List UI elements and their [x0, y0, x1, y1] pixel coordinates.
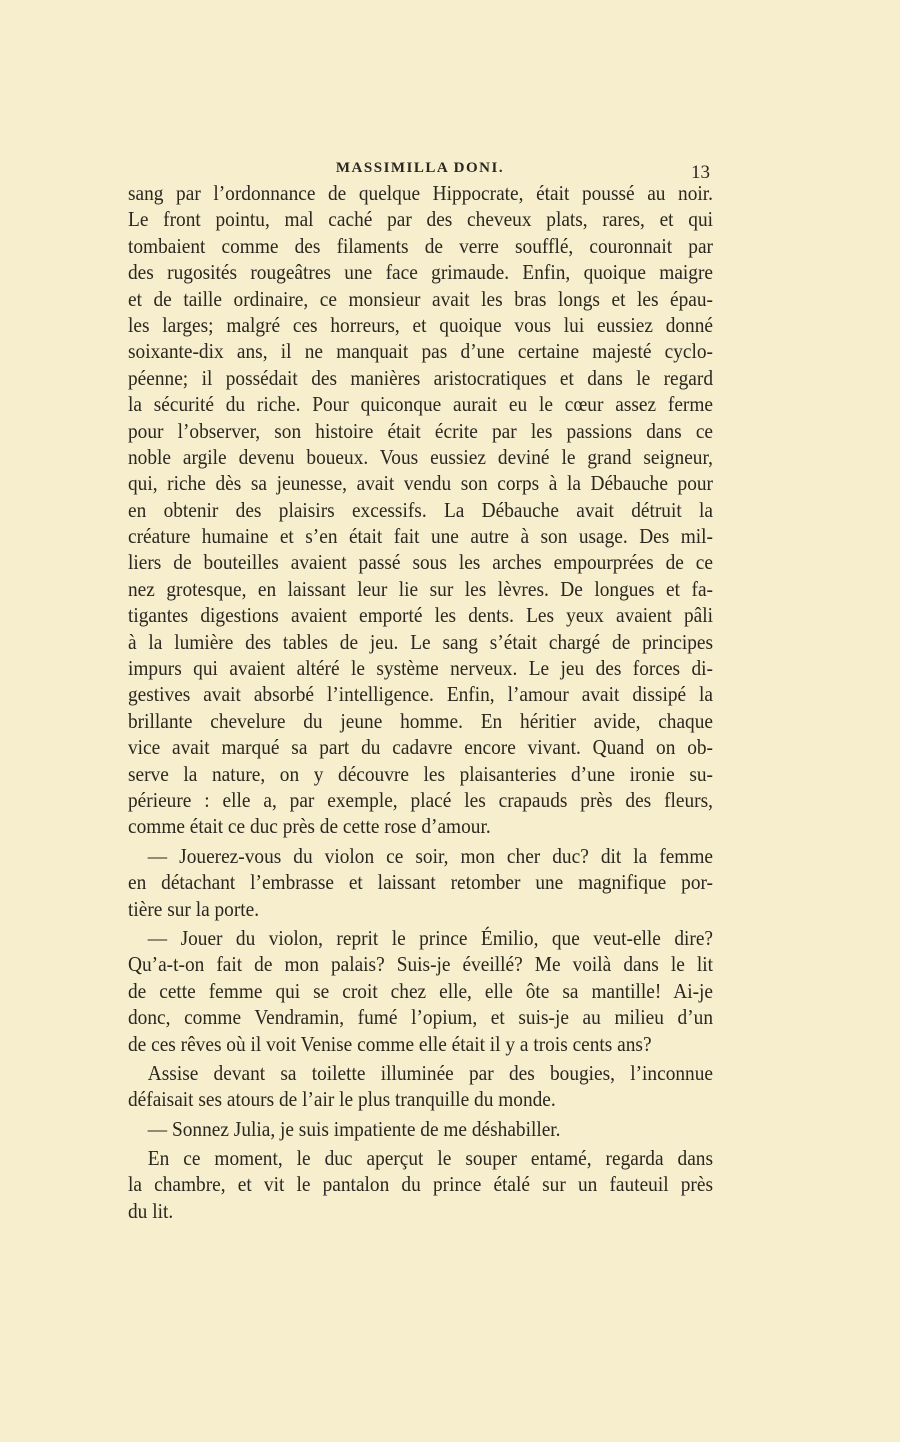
text-line: créature humaine et s’en était fait une autre à son usage. Des mil- [128, 524, 713, 549]
text-line: impurs qui avaient altéré le système nerveux. Le jeu des forces di- [128, 656, 713, 681]
text-line: périeure : elle a, par exemple, placé les crapauds près des fleurs, [128, 787, 713, 812]
text-line: gestives avait absorbé l’intelligence. Enfin, l’amour avait dissipé la [128, 682, 713, 707]
text-line: la chambre, et vit le pantalon du prince étalé sur un fauteuil près [128, 1172, 713, 1197]
text-line: donc, comme Vendramin, fumé l’opium, et suis-je au milieu d’un [128, 1005, 713, 1030]
text-line: brillante chevelure du jeune homme. En héritier avide, chaque [128, 708, 713, 733]
text-line: du lit. [128, 1198, 174, 1223]
text-line: En ce moment, le duc aperçut le souper entamé, regarda dans [147, 1146, 714, 1171]
paragraph [128, 1116, 713, 1142]
text-line: à la lumière des tables de jeu. Le sang s’était chargé de principes [128, 629, 713, 654]
running-title: MASSIMILLA DONI. [335, 160, 505, 176]
text-line: liers de bouteilles avaient passé sous les arches empourprées de ce [128, 550, 713, 575]
text-line: des rugosités rougeâtres une face grimaude. Enfin, quoique maigre [128, 260, 713, 285]
text-line: nez grotesque, en laissant leur lie sur les lèvres. De longues et fa- [128, 576, 713, 601]
text-line: la sécurité du riche. Pour quiconque aurait eu le cœur assez ferme [128, 392, 713, 417]
text-line: de cette femme qui se croit chez elle, elle ôte sa mantille! Ai-je [128, 978, 713, 1003]
paragraph [128, 925, 713, 1057]
body-text [128, 180, 713, 1227]
text-line: et de taille ordinaire, ce monsieur avait les bras longs et les épau- [128, 286, 713, 311]
text-line: défaisait ses atours de l’air le plus tranquille du monde. [128, 1087, 556, 1112]
text-line: Assise devant sa toilette illuminée par des bougies, l’inconnue [147, 1060, 714, 1085]
text-line: Le front pointu, mal caché par des cheveux plats, rares, et qui [128, 207, 713, 232]
text-line: tigantes digestions avaient emporté les dents. Les yeux avaient pâli [128, 603, 713, 628]
paragraph [128, 843, 713, 922]
page-number: 13 [691, 162, 710, 183]
text-line: de ces rêves où il voit Venise comme elle était il y a trois cents ans? [128, 1031, 652, 1056]
text-line: tière sur la porte. [128, 896, 260, 921]
text-line: pour l’observer, son histoire était écrite par les passions dans ce [128, 418, 713, 443]
text-line: qui, riche dès sa jeunesse, avait vendu son corps à la Débauche pour [128, 471, 713, 496]
paragraph [128, 180, 713, 840]
text-line: tombaient comme des filaments de verre soufflé, couronnait par [128, 233, 713, 258]
text-line: en obtenir des plaisirs excessifs. La Débauche avait détruit la [128, 497, 713, 522]
text-line: noble argile devenu boueux. Vous eussiez deviné le grand seigneur, [128, 444, 713, 469]
text-line: Qu’a-t-on fait de mon palais? Suis-je éveillé? Me voilà dans le lit [128, 952, 713, 977]
text-line: en détachant l’embrasse et laissant retomber une magnifique por- [128, 870, 713, 895]
text-line: serve la nature, on y découvre les plaisanteries d’une ironie su- [128, 761, 713, 786]
paragraph-gap [128, 1224, 713, 1227]
paragraph [128, 1145, 713, 1224]
text-line: comme était ce duc près de cette rose d’amour. [128, 814, 491, 839]
text-line: — Sonnez Julia, je suis impatiente de me déshabiller. [147, 1116, 561, 1141]
text-line: — Jouerez-vous du violon ce soir, mon cher duc? dit la femme [147, 843, 714, 868]
paragraph [128, 1060, 713, 1113]
text-line: sang par l’ordonnance de quelque Hippocrate, était poussé au noir. [128, 181, 713, 205]
running-head [128, 158, 712, 182]
text-line: les larges; malgré ces horreurs, et quoique vous lui eussiez donné [128, 312, 713, 337]
text-line: soixante-dix ans, il ne manquait pas d’une certaine majesté cyclo- [128, 339, 713, 364]
text-line: — Jouer du violon, reprit le prince Émilio, que veut-elle dire? [147, 925, 714, 950]
text-line: vice avait marqué sa part du cadavre encore vivant. Quand on ob- [128, 735, 713, 760]
text-line: péenne; il possédait des manières aristocratiques et dans le regard [128, 365, 713, 390]
